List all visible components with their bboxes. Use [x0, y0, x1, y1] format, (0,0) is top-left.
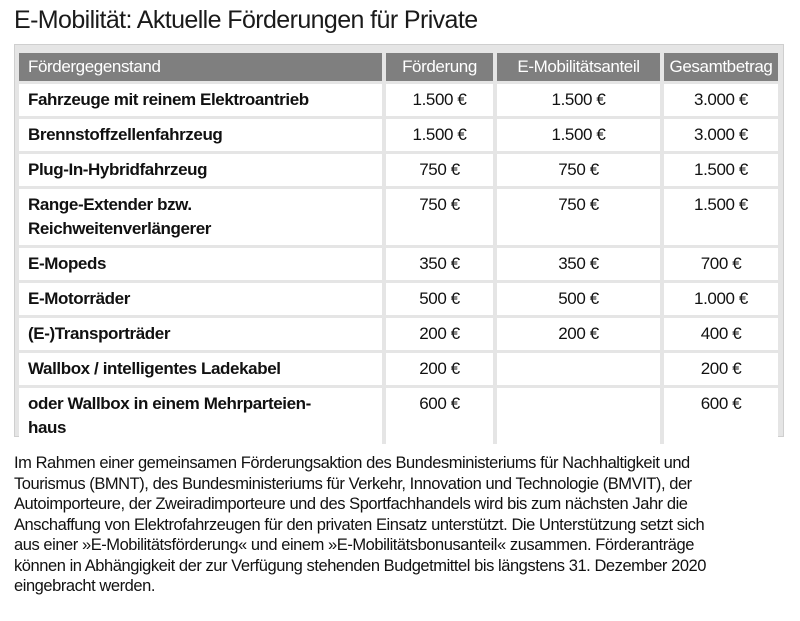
- table-row: [19, 154, 778, 186]
- row-label: [19, 154, 382, 186]
- cell-e-mobilitaetsanteil: 1.500 €: [493, 84, 660, 116]
- cell-e-mobilitaetsanteil: 350 €: [493, 248, 660, 280]
- table-row: [19, 318, 778, 350]
- body-text-line: Tourismus (BMNT), des Bundesministeriums für Verkehr, Innovation und Technologie (BMVIT), der: [14, 474, 692, 493]
- row-label-line: Range-Extender bzw.: [28, 195, 192, 214]
- body-text-line: eingebracht werden.: [14, 577, 155, 595]
- row-label-line: Reichweitenverlängerer: [28, 219, 212, 238]
- header-foerdergegenstand: Fördergegenstand: [19, 53, 382, 81]
- cell-foerderung: 600 €: [382, 388, 493, 444]
- cell-e-mobilitaetsanteil: 200 €: [493, 318, 660, 350]
- row-label: [19, 388, 382, 444]
- body-text-line: aus einer »E-Mobilitätsförderung« und einem »E-Mobilitätsbonusanteil« zusammen. Förderanträge: [14, 536, 694, 554]
- row-label: [19, 248, 382, 280]
- row-label-line: E-Motorräder: [28, 289, 130, 308]
- cell-foerderung: 500 €: [382, 283, 493, 315]
- table-body: [19, 84, 778, 444]
- cell-e-mobilitaetsanteil: 500 €: [493, 283, 660, 315]
- body-text-line: Autoimporteure, der Zweiradimporteure und des Sportfachhandels wird bis zum nächsten Jahr die: [14, 495, 688, 513]
- body-text-line: Im Rahmen einer gemeinsamen Förderungsaktion des Bundesministeriums für Nachhaltigkeit und: [14, 454, 690, 472]
- cell-gesamtbetrag: 1.500 €: [660, 189, 778, 245]
- table-row: [19, 388, 778, 444]
- table-row: [19, 189, 778, 245]
- table-header-row: [19, 53, 778, 81]
- table-row: [19, 248, 778, 280]
- table-row: [19, 119, 778, 151]
- body-text-line: Anschaffung von Elektrofahrzeugen für den privaten Einsatz unterstützt. Die Unterstützung setzt sich: [14, 515, 705, 534]
- row-label-line: oder Wallbox in einem Mehrparteien-: [28, 394, 311, 413]
- funding-table: [19, 50, 778, 447]
- cell-foerderung: 750 €: [382, 189, 493, 245]
- row-label: [19, 318, 382, 350]
- cell-gesamtbetrag: 1.500 €: [660, 154, 778, 186]
- cell-foerderung: 200 €: [382, 353, 493, 385]
- row-label-line: Brennstoffzellenfahrzeug: [28, 125, 223, 144]
- cell-foerderung: 750 €: [382, 154, 493, 186]
- cell-e-mobilitaetsanteil: [493, 353, 660, 385]
- row-label-line: E-Mopeds: [28, 254, 107, 273]
- row-label: [19, 353, 382, 385]
- header-gesamtbetrag: Gesamtbetrag: [660, 53, 778, 81]
- table-row: [19, 353, 778, 385]
- row-label-line: haus: [28, 418, 67, 437]
- cell-gesamtbetrag: 3.000 €: [660, 119, 778, 151]
- body-text-line: können in Abhängigkeit der zur Verfügung stehenden Budgetmittel bis längstens 31. Dezember 2020: [14, 556, 706, 575]
- row-label-line: (E-)Transporträder: [28, 324, 171, 343]
- cell-foerderung: 350 €: [382, 248, 493, 280]
- cell-e-mobilitaetsanteil: 1.500 €: [493, 119, 660, 151]
- cell-gesamtbetrag: 200 €: [660, 353, 778, 385]
- table-row: [19, 283, 778, 315]
- cell-foerderung: 1.500 €: [382, 84, 493, 116]
- cell-e-mobilitaetsanteil: 750 €: [493, 189, 660, 245]
- cell-gesamtbetrag: 400 €: [660, 318, 778, 350]
- table-row: [19, 84, 778, 116]
- cell-gesamtbetrag: 600 €: [660, 388, 778, 444]
- cell-foerderung: 200 €: [382, 318, 493, 350]
- cell-foerderung: 1.500 €: [382, 119, 493, 151]
- cell-gesamtbetrag: 1.000 €: [660, 283, 778, 315]
- row-label: [19, 189, 382, 245]
- row-label-line: Wallbox / intelligentes Ladekabel: [28, 359, 281, 378]
- row-label-line: Fahrzeuge mit reinem Elektroantrieb: [28, 90, 309, 109]
- cell-e-mobilitaetsanteil: [493, 388, 660, 444]
- cell-gesamtbetrag: 3.000 €: [660, 84, 778, 116]
- cell-e-mobilitaetsanteil: 750 €: [493, 154, 660, 186]
- row-label-line: Plug-In-Hybridfahrzeug: [28, 160, 208, 179]
- row-label: [19, 84, 382, 116]
- cell-gesamtbetrag: 700 €: [660, 248, 778, 280]
- page-title: E-Mobilität: Aktuelle Förderungen für Private: [14, 6, 478, 34]
- row-label: [19, 119, 382, 151]
- row-label: [19, 283, 382, 315]
- header-e-mobilitaetsanteil: E-Mobilitätsanteil: [493, 53, 660, 81]
- body-text: [14, 453, 789, 597]
- header-foerderung: Förderung: [382, 53, 493, 81]
